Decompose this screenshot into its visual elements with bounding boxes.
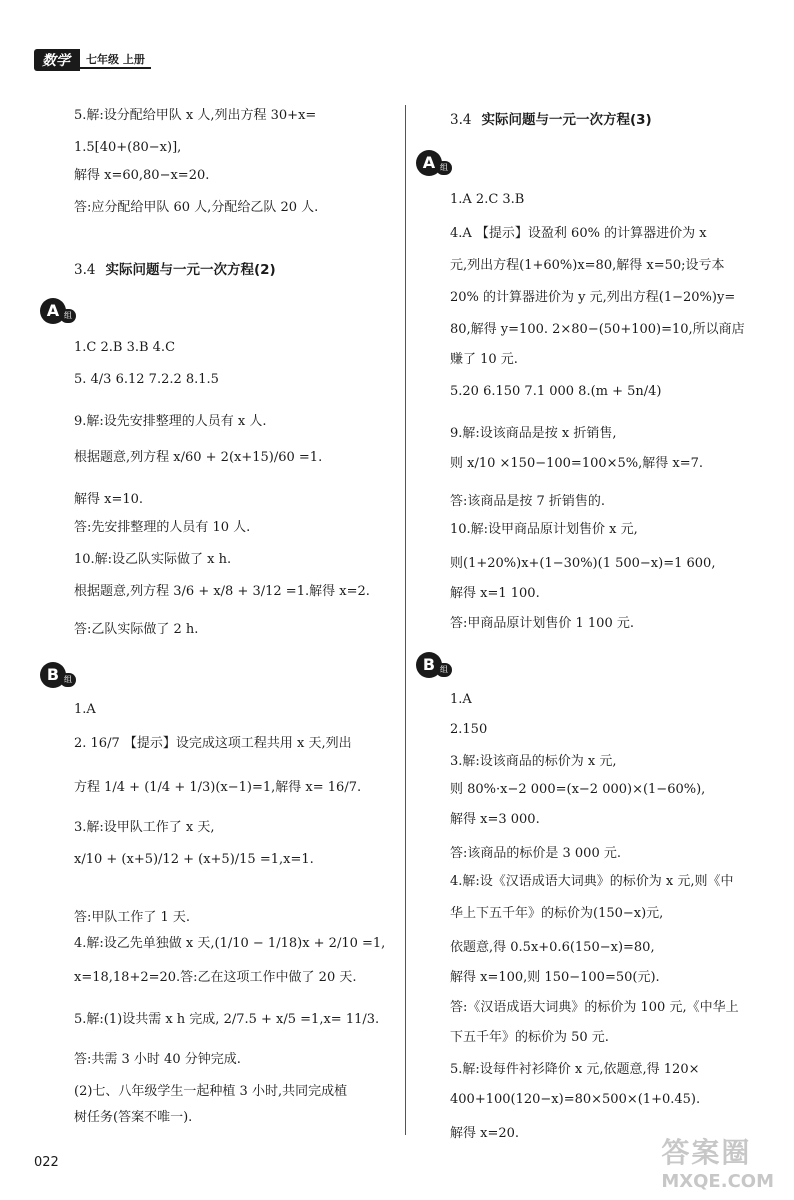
answer-line: 根据题意,列方程 x/60 + 2(x+15)/60 =1.: [74, 450, 323, 465]
answer-line: 1.5[40+(80−x)],: [74, 140, 182, 155]
answer-line: 依题意,得 0.5x+0.6(150−x)=80,: [450, 940, 655, 955]
answer-line: 10.解:设乙队实际做了 x h.: [74, 552, 232, 567]
watermark: [661, 1131, 774, 1192]
answer-line: 根据题意,列方程 3/6 + x/8 + 3/12 =1.解得 x=2.: [74, 584, 370, 599]
column-divider: [405, 105, 406, 1135]
answer-line: 9.解:设先安排整理的人员有 x 人.: [74, 414, 267, 429]
answer-line: 1.A: [450, 692, 472, 707]
answer-line: 解得 x=1 100.: [450, 586, 540, 601]
answer-line: 10.解:设甲商品原计划售价 x 元,: [450, 522, 638, 537]
answer-line: 答:该商品是按 7 折销售的.: [450, 494, 606, 509]
answer-line: 解得 x=10.: [74, 492, 144, 507]
answer-line: 5.解:设每件衬衫降价 x 元,依题意,得 120×: [450, 1062, 700, 1077]
answer-line: x/10 + (x+5)/12 + (x+5)/15 =1,x=1.: [74, 852, 314, 867]
answer-line: 2.150: [450, 722, 488, 737]
answer-line: 答:甲队工作了 1 天.: [74, 910, 191, 925]
section-number: 3.4: [450, 112, 472, 128]
answer-line: 树任务(答案不唯一).: [74, 1110, 193, 1125]
group-badge-b: [416, 652, 462, 678]
answer-line: 解得 x=100,则 150−100=50(元).: [450, 970, 660, 985]
answer-line: 答:乙队实际做了 2 h.: [74, 622, 199, 637]
group-badge-b: [40, 662, 86, 688]
answer-line: 答:共需 3 小时 40 分钟完成.: [74, 1052, 241, 1067]
answer-line: 80,解得 y=100. 2×80−(50+100)=10,所以商店: [450, 322, 745, 337]
badge-group-label: 组: [436, 161, 452, 175]
answer-line: 1.A 2.C 3.B: [450, 192, 525, 207]
answer-line: 5. 4/3 6.12 7.2.2 8.1.5: [74, 372, 219, 387]
answer-line: 1.A: [74, 702, 96, 717]
answer-line: 方程 1/4 + (1/4 + 1/3)(x−1)=1,解得 x= 16/7.: [74, 780, 362, 795]
badge-letter: A: [416, 150, 442, 176]
answer-line: x=18,18+2=20.答:乙在这项工作中做了 20 天.: [74, 970, 357, 985]
badge-letter: B: [416, 652, 442, 678]
answer-line: 答:该商品的标价是 3 000 元.: [450, 846, 621, 861]
answer-line: 则(1+20%)x+(1−30%)(1 500−x)=1 600,: [450, 556, 716, 571]
badge-group-label: 组: [60, 673, 76, 687]
answer-line: 4.A 【提示】设盈利 60% 的计算器进价为 x: [450, 226, 707, 241]
answer-line: 则 x/10 ×150−100=100×5%,解得 x=7.: [450, 456, 704, 471]
answer-line: 元,列出方程(1+60%)x=80,解得 x=50;设亏本: [450, 258, 725, 273]
badge-letter: A: [40, 298, 66, 324]
answer-line: 400+100(120−x)=80×500×(1+0.45).: [450, 1092, 701, 1107]
section-number: 3.4: [74, 262, 96, 278]
answer-line: 9.解:设该商品是按 x 折销售,: [450, 426, 617, 441]
answer-line: 5.20 6.150 7.1 000 8.(m + 5n/4): [450, 384, 662, 399]
page-header: [34, 50, 151, 70]
answer-line: 5.解:(1)设共需 x h 完成, 2/7.5 + x/5 =1,x= 11/3.: [74, 1012, 380, 1027]
group-badge-a: [416, 150, 462, 176]
answer-line: 答:先安排整理的人员有 10 人.: [74, 520, 251, 535]
answer-line: 则 80%·x−2 000=(x−2 000)×(1−60%),: [450, 782, 706, 797]
answer-line: 华上下五千年》的标价为(150−x)元,: [450, 906, 664, 921]
answer-line: 20% 的计算器进价为 y 元,列出方程(1−20%)y=: [450, 290, 736, 305]
answer-line: 2. 16/7 【提示】设完成这项工程共用 x 天,列出: [74, 736, 352, 751]
page-number: 022: [34, 1155, 59, 1170]
answer-line: (2)七、八年级学生一起种植 3 小时,共同完成植: [74, 1084, 348, 1099]
section-heading: [450, 112, 652, 128]
answer-line: 3.解:设该商品的标价为 x 元,: [450, 754, 617, 769]
section-heading: [74, 262, 276, 278]
answer-line: 解得 x=3 000.: [450, 812, 540, 827]
section-title: 实际问题与一元一次方程(3): [481, 112, 652, 128]
subject-label: 数学: [34, 49, 80, 71]
answer-line: 答:甲商品原计划售价 1 100 元.: [450, 616, 634, 631]
answer-line: 1.C 2.B 3.B 4.C: [74, 340, 176, 355]
answer-line: 4.解:设乙先单独做 x 天,(1/10 − 1/18)x + 2/10 =1,: [74, 936, 386, 951]
badge-group-label: 组: [436, 663, 452, 677]
answer-line: 下五千年》的标价为 50 元.: [450, 1030, 609, 1045]
watermark-url: MXQE.COM: [661, 1171, 774, 1192]
answer-line: 答:《汉语成语大词典》的标价为 100 元,《中华上: [450, 1000, 739, 1015]
answer-line: 4.解:设《汉语成语大词典》的标价为 x 元,则《中: [450, 874, 734, 889]
answer-line: 赚了 10 元.: [450, 352, 518, 367]
answer-line: 5.解:设分配给甲队 x 人,列出方程 30+x=: [74, 108, 317, 123]
badge-group-label: 组: [60, 309, 76, 323]
watermark-logo: 答案圈: [661, 1136, 752, 1169]
answer-line: 解得 x=60,80−x=20.: [74, 168, 210, 183]
badge-letter: B: [40, 662, 66, 688]
grade-label: 七年级 上册: [80, 51, 151, 69]
section-title: 实际问题与一元一次方程(2): [105, 262, 276, 278]
answer-line: 答:应分配给甲队 60 人,分配给乙队 20 人.: [74, 200, 319, 215]
answer-line: 3.解:设甲队工作了 x 天,: [74, 820, 215, 835]
group-badge-a: [40, 298, 86, 324]
answer-line: 解得 x=20.: [450, 1126, 520, 1141]
